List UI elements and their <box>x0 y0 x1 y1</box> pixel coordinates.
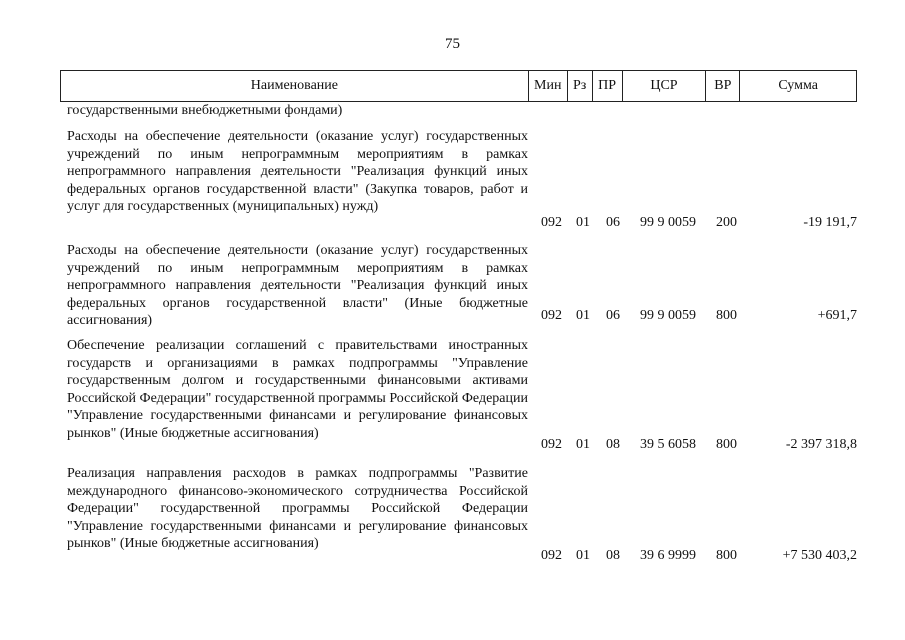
row-pr: 06 <box>606 308 620 323</box>
header-sum: Сумма <box>778 78 818 93</box>
row-pr: 08 <box>606 548 620 563</box>
row-pr: 06 <box>606 215 620 230</box>
row-csr: 39 5 6058 <box>640 437 696 452</box>
row-vr: 800 <box>716 308 737 323</box>
row-sum: -2 397 318,8 <box>785 437 857 452</box>
header-pr: ПР <box>593 71 623 101</box>
page-number: 75 <box>445 36 460 52</box>
row-csr: 99 9 0059 <box>640 308 696 323</box>
row-rz: 01 <box>576 548 590 563</box>
table-row <box>0 242 905 328</box>
header-name: Наименование <box>61 71 529 101</box>
row-min: 092 <box>541 308 562 323</box>
table-row <box>0 337 905 457</box>
row-name: Реализация направления расходов в рамках подпрограммы "Развитие международного финансово-экономического сотрудничества Российской Федерации" государственной программы Российской Федерации "Управление государственными финансами и регулирование финансовых рынков" (Иные бюджетные ассигнования) <box>67 466 528 552</box>
header-vr: ВР <box>706 71 740 101</box>
row-vr: 800 <box>716 548 737 563</box>
row-sum: +691,7 <box>817 308 857 323</box>
row-min: 092 <box>541 548 562 563</box>
row-min: 092 <box>541 437 562 452</box>
row-pr: 08 <box>606 437 620 452</box>
row-vr: 200 <box>716 215 737 230</box>
row-csr: 99 9 0059 <box>640 215 696 230</box>
row-sum: -19 191,7 <box>803 215 857 230</box>
table-header <box>60 70 857 102</box>
continuation-text: государственными внебюджетными фондами) <box>67 103 343 118</box>
row-name: Расходы на обеспечение деятельности (оказание услуг) государственных учреждений по иным непрограммным мероприятиям в рамках непрограммного направления деятельности "Реализация функций иных федеральных органов государственной власти" (Иные бюджетные ассигнования) <box>67 243 528 329</box>
row-vr: 800 <box>716 437 737 452</box>
row-rz: 01 <box>576 215 590 230</box>
row-csr: 39 6 9999 <box>640 548 696 563</box>
table-row <box>0 465 905 569</box>
row-name: Расходы на обеспечение деятельности (оказание услуг) государственных учреждений по иным непрограммным мероприятиям в рамках непрограммного направления деятельности "Реализация функций иных федеральных органов государственной власти" (Закупка товаров, работ и услуг для государственных (муниципальных) нужд) <box>67 129 528 215</box>
header-rz: Рз <box>568 71 593 101</box>
row-sum: +7 530 403,2 <box>782 548 857 563</box>
row-rz: 01 <box>576 308 590 323</box>
row-rz: 01 <box>576 437 590 452</box>
header-csr: ЦСР <box>623 71 707 101</box>
row-name: Обеспечение реализации соглашений с правительствами иностранных государств и организациями в рамках подпрограммы "Управление государственным долгом и государственными финансовыми активами Российской Федерации" государственной программы Российской Федерации "Управление государственными финансами и регулирование финансовых рынков" (Иные бюджетные ассигнования) <box>67 338 528 441</box>
table-row <box>0 128 905 234</box>
header-min: Мин <box>529 71 568 101</box>
row-min: 092 <box>541 215 562 230</box>
